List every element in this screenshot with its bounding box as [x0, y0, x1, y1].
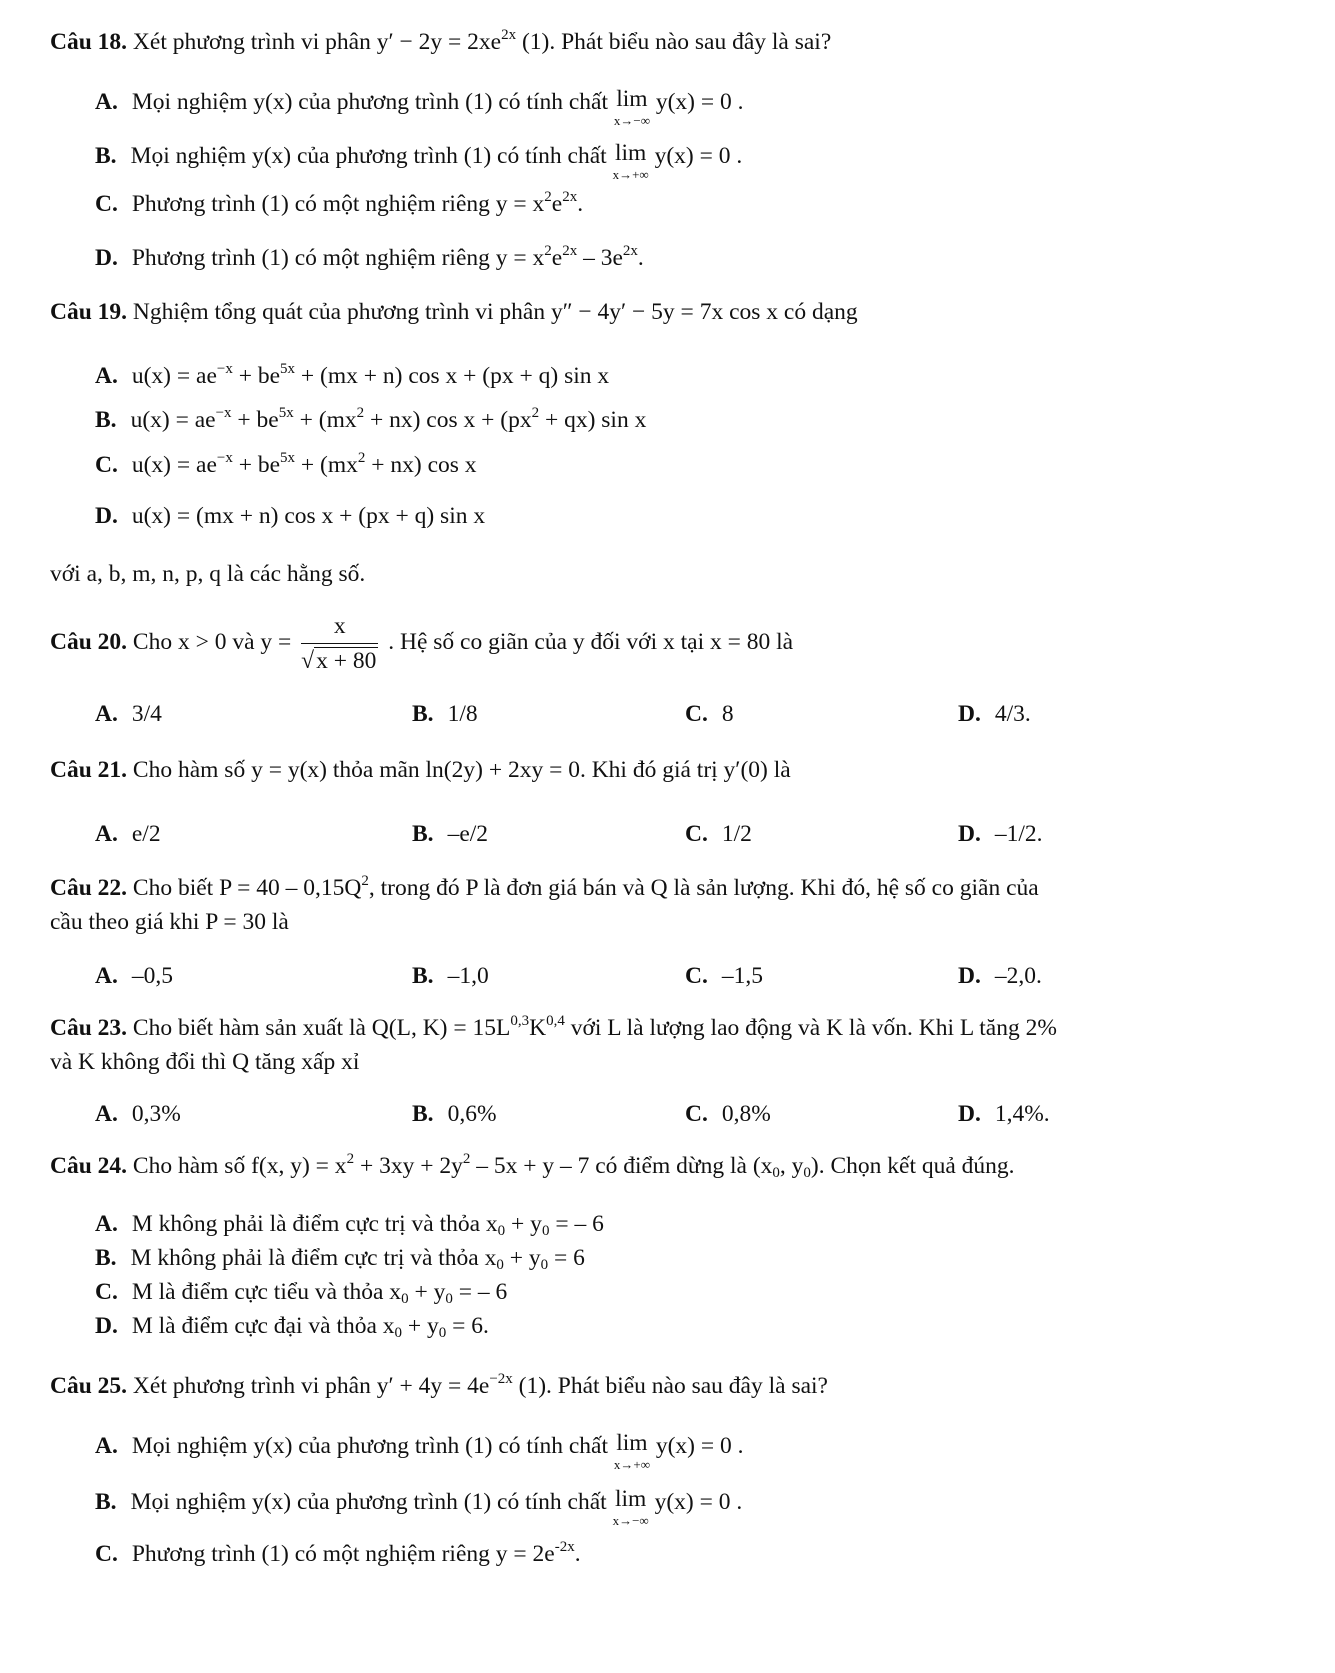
option-18-b: B. Mọi nghiệm y(x) của phương trình (1) có tính chất lim x→+∞ y(x) = 0 . [95, 140, 743, 182]
question-label: Câu 18. [50, 29, 128, 55]
option-24-c: C. M là điểm cực tiểu và thỏa $x_0 + y_0$ = – 6 [95, 1279, 508, 1307]
option-21-b: B. –e/2 [412, 821, 489, 847]
option-23-d: D. 1,4%. [958, 1101, 1050, 1127]
limit-expression: lim x→−∞ [613, 86, 650, 128]
option-22-b: B. –1,0 [412, 963, 489, 989]
option-25-c: C. Phương trình (1) có một nghiệm riêng $y = 2e^{-2x}$. [95, 1539, 581, 1567]
option-20-d: D. 4/3. [958, 701, 1031, 727]
option-18-c: C. Phương trình (1) có một nghiệm riêng $y = x^2e^{2x}$. [95, 189, 584, 217]
question-label: Câu 20. [50, 629, 128, 656]
option-21-a: A. e/2 [95, 821, 161, 847]
fraction: $\frac{x}{√x + 80}$ [301, 613, 377, 675]
question-20: Câu 20. Cho x > 0 và y = $\frac{x}{√x + 80}$ . Hệ số co giãn của y đối với x tại x = 80 là [50, 613, 794, 675]
question-23-line2: và K không đổi thì Q tăng xấp xỉ [50, 1049, 360, 1075]
option-24-a: A. M không phải là điểm cực trị và thỏa $x_0 + y_0$ = – 6 [95, 1211, 604, 1239]
question-label: Câu 22. [50, 875, 128, 901]
question-label: Câu 25. [50, 1373, 128, 1399]
option-20-b: B. 1/8 [412, 701, 478, 727]
option-22-c: C. –1,5 [685, 963, 763, 989]
option-21-c: C. 1/2 [685, 821, 752, 847]
question-label: Câu 23. [50, 1015, 128, 1041]
question-24: Câu 24. Cho hàm số f(x, $y) = x^2 + 3xy + 2y^2 - 5x + y - 7$ có điểm dừng là ($x_0$, $y_0$). Chọn kết quả đúng. [50, 1151, 1015, 1181]
option-18-d: D. Phương trình (1) có một nghiệm riêng $y = x^2e^{2x} - 3e^{2x}$. [95, 243, 644, 271]
option-23-a: A. 0,3% [95, 1101, 181, 1127]
question-25: Câu 25. Xét phương trình vi phân $y' + 4y = 4e^{-2x}$ (1). Phát biểu nào sau đây là sai? [50, 1371, 828, 1399]
option-19-c: C. $u(x) = ae^{-x} + be^{5x} + (mx^2 + nx)$ cos x [95, 450, 477, 478]
limit-expression: lim x→+∞ [612, 140, 649, 182]
question-label: Câu 19. [50, 299, 128, 325]
option-25-b: B. Mọi nghiệm y(x) của phương trình (1) có tính chất lim x→−∞ y(x) = 0 . [95, 1486, 743, 1528]
option-19-b: B. $u(x) = ae^{-x} + be^{5x} + (mx^2 + nx)$ $\cos x + (px^2 + qx)$ sin x [95, 405, 647, 433]
question-22-line2: cầu theo giá khi P = 30 là [50, 909, 289, 935]
option-20-a: A. 3/4 [95, 701, 162, 727]
question-label: Câu 24. [50, 1153, 128, 1179]
option-21-d: D. –1/2. [958, 821, 1043, 847]
question-19-note: với a, b, m, n, p, q là các hằng số. [50, 561, 366, 587]
option-19-d: D. u(x) = (mx + n) cos x + (px + q) sin x [95, 503, 486, 529]
question-21: Câu 21. Cho hàm số y = y(x) thỏa mãn ln(2y) + 2xy = 0. Khi đó giá trị y′(0) là [50, 757, 791, 783]
option-23-b: B. 0,6% [412, 1101, 497, 1127]
limit-expression: lim x→−∞ [612, 1486, 649, 1528]
option-20-c: C. 8 [685, 701, 734, 727]
question-19: Câu 19. Nghiệm tổng quát của phương trình vi phân y″ − 4y′ − 5y = 7x cos x có dạng [50, 299, 858, 325]
option-25-a: A. Mọi nghiệm y(x) của phương trình (1) có tính chất lim x→+∞ y(x) = 0 . [95, 1430, 744, 1472]
question-22: Câu 22. Cho biết $P = 40 - 0,15Q^2$, trong đó P là đơn giá bán và Q là sản lượng. Khi đó, hệ số co giãn của [50, 873, 1039, 901]
option-19-a: A. $u(x) = ae^{-x} + be^{5x} + (mx + n)$ cos x + (px + q) sin x [95, 361, 610, 389]
question-18: Câu 18. Xét phương trình vi phân $y' - 2y = 2xe^{2x}$ (1). Phát biểu nào sau đây là sai? [50, 27, 832, 55]
option-18-a: A. Mọi nghiệm y(x) của phương trình (1) có tính chất lim x→−∞ y(x) = 0 . [95, 86, 744, 128]
option-24-d: D. M là điểm cực đại và thỏa $x_0 + y_0 = 6$. [95, 1313, 489, 1341]
limit-expression: lim x→+∞ [613, 1430, 650, 1472]
option-22-d: D. –2,0. [958, 963, 1042, 989]
question-23: Câu 23. Cho biết hàm sản xuất là Q(L, $K) = 15L^{0,3}K^{0,4}$ với L là lượng lao động và K là vốn. Khi L tăng 2% [50, 1013, 1057, 1041]
option-22-a: A. –0,5 [95, 963, 173, 989]
option-23-c: C. 0,8% [685, 1101, 771, 1127]
option-24-b: B. M không phải là điểm cực trị và thỏa $x_0 + y_0 = 6$ [95, 1245, 585, 1273]
question-label: Câu 21. [50, 757, 128, 783]
